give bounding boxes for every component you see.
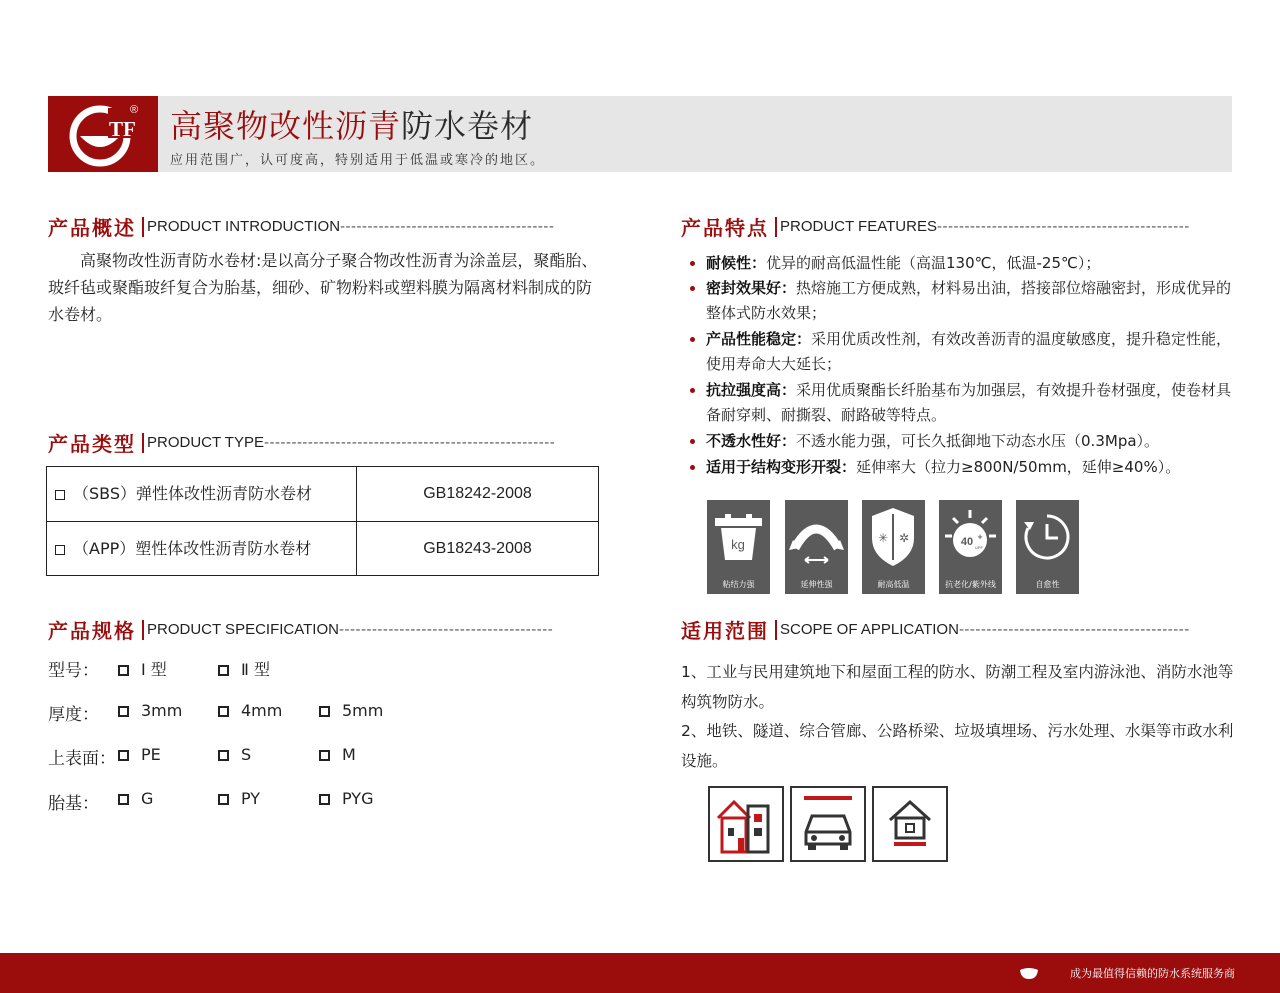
type-standard-cell: GB18242-2008: [423, 485, 532, 502]
heading-divider: [142, 217, 144, 237]
svg-text:®: ®: [130, 104, 139, 116]
heading-en: PRODUCT SPECIFICATION: [147, 621, 339, 638]
feature-text: 不透水能力强，可长久抵御地下动态水压（0.3Mpa）。: [796, 432, 1160, 450]
heading-dash: -----------------------------------------------------: [263, 434, 556, 451]
svg-text:TF: TF: [109, 117, 136, 141]
clock-icon: [1016, 500, 1079, 594]
product-type-table: [46, 466, 599, 576]
option-label: 3mm: [141, 701, 183, 720]
checkbox[interactable]: [55, 545, 65, 555]
heading-cn: 产品规格: [48, 619, 136, 643]
heading-divider: [775, 620, 777, 640]
icon-label: 自愈性: [1035, 580, 1060, 589]
feature-text: 热熔施工方便成熟，材料易出油，搭接部位熔融密封，形成优异的整体式防水效果；: [706, 279, 1232, 322]
heading-cn: 产品特点: [681, 216, 769, 240]
checkbox[interactable]: [118, 794, 129, 805]
spec-option[interactable]: [118, 701, 182, 720]
application-item: 1、工业与民用建筑地下和屋面工程的防水、防潮工程及室内游泳池、消防水池等构筑物防水。: [681, 663, 1234, 711]
bullet-icon: [690, 465, 695, 470]
logo-emblem-icon: [48, 96, 158, 172]
feature-title: 耐候性：: [706, 254, 767, 272]
heading-dash: ------------------------------------------: [958, 621, 1190, 638]
heading-dash: ----------------------------------------------: [936, 218, 1190, 235]
checkbox[interactable]: [218, 750, 229, 761]
spec-label-surface: 上表面：: [48, 749, 116, 769]
heading-dash: ---------------------------------------: [340, 218, 555, 235]
type-standard-cell: GB18243-2008: [423, 540, 532, 557]
bullet-icon: [690, 337, 695, 342]
bullet-icon: [690, 439, 695, 444]
checkbox[interactable]: [118, 665, 129, 676]
feature-item: [690, 251, 1235, 276]
weight-icon: [707, 500, 770, 594]
feature-title: 抗拉强度高：: [706, 381, 797, 399]
heading-cn: 产品概述: [48, 216, 136, 240]
feature-item: [690, 429, 1235, 454]
checkbox[interactable]: [319, 794, 330, 805]
heading-divider: [142, 620, 144, 640]
page-subtitle: 应用范围广，认可度高，特别适用于低温或寒冷的地区。: [170, 153, 546, 168]
feature-item: [690, 378, 1235, 428]
feature-title: 适用于结构变形开裂：: [706, 458, 857, 476]
icon-label: 耐高低温: [877, 580, 910, 589]
heading-en: PRODUCT TYPE: [147, 434, 264, 451]
spec-label-model: 型号：: [48, 661, 99, 681]
logo: [48, 96, 158, 172]
feature-text: 采用优质改性剂，有效改善沥青的温度敏感度，提升稳定性能，使用寿命大大延长；: [706, 330, 1232, 373]
spec-option[interactable]: [319, 745, 356, 764]
introduction-text: 高聚物改性沥青防水卷材:是以高分子聚合物改性沥青为涂盖层，聚酯胎、玻纤毡或聚酯玻纤复合为胎基，细砂、矿物粉料或塑料膜为隔离材料制成的防水卷材。: [48, 251, 598, 324]
option-label: Ⅰ 型: [141, 660, 167, 679]
option-label: PE: [141, 745, 161, 764]
bullet-icon: [690, 261, 695, 266]
page-title: [170, 106, 533, 146]
bullet-icon: [690, 388, 695, 393]
svg-text:UPF: UPF: [975, 545, 983, 550]
heading-divider: [775, 217, 777, 237]
feature-text: 优异的耐高低温性能（高温130℃，低温-25℃）；: [766, 254, 1101, 272]
checkbox[interactable]: [218, 665, 229, 676]
feature-text: 采用优质聚酯长纤胎基布为加强层，有效提升卷材强度，使卷材具备耐穿刺、耐撕裂、耐路破等特点。: [706, 381, 1232, 424]
svg-text:✲: ✲: [898, 531, 910, 545]
icon-label: 抗老化/紫外线: [945, 580, 996, 589]
spec-option[interactable]: [218, 789, 260, 808]
feature-title: 产品性能稳定：: [706, 330, 812, 348]
spec-option[interactable]: [118, 657, 167, 680]
title-dark-part: 防水卷材: [401, 107, 534, 145]
spec-option[interactable]: [319, 701, 383, 720]
section-heading-specification: [48, 615, 553, 641]
spec-option[interactable]: [118, 745, 161, 764]
section-heading-type: [48, 428, 555, 454]
heading-en: PRODUCT FEATURES: [780, 218, 937, 235]
svg-text:+: +: [977, 533, 983, 541]
sun-uv-icon: [939, 500, 1002, 594]
spec-option[interactable]: [218, 657, 270, 680]
checkbox[interactable]: [218, 706, 229, 717]
feature-item: [690, 327, 1235, 377]
bullet-icon: [690, 286, 695, 291]
heading-divider: [142, 433, 144, 453]
temperature-shield-icon: [862, 500, 925, 594]
option-label: M: [342, 745, 356, 764]
option-label: PY: [241, 789, 261, 808]
svg-text:40: 40: [960, 536, 974, 548]
table-row: [47, 521, 598, 576]
svg-text:✳: ✳: [877, 531, 889, 545]
heading-en: PRODUCT INTRODUCTION: [147, 218, 341, 235]
table-row: [47, 467, 598, 521]
icon-label: 粘结力强: [722, 580, 755, 589]
option-label: 5mm: [342, 701, 384, 720]
footer-slogan: 成为最值得信赖的防水系统服务商: [1070, 967, 1235, 980]
spec-option[interactable]: [218, 701, 282, 720]
heading-cn: 适用范围: [681, 619, 769, 643]
car-garage-icon: [790, 786, 866, 862]
spec-label-thickness: 厚度：: [48, 705, 99, 725]
section-heading-features: [681, 212, 1190, 238]
heading-en: SCOPE OF APPLICATION: [780, 621, 959, 638]
type-name-cell: [47, 522, 357, 576]
icon-label: 延伸性强: [800, 580, 833, 589]
footer-logo-icon: [1019, 966, 1039, 980]
heading-cn: 产品类型: [48, 432, 136, 456]
type-name: （SBS）弹性体改性沥青防水卷材: [73, 484, 313, 503]
spec-option[interactable]: [118, 789, 153, 808]
house-icon: [872, 786, 948, 862]
stretch-icon: [785, 500, 848, 594]
feature-item: [690, 276, 1235, 326]
option-label: G: [141, 789, 154, 808]
checkbox[interactable]: [319, 750, 330, 761]
feature-text: 延伸率大（拉力≥800N/50mm，延伸≥40%）。: [856, 458, 1181, 476]
checkbox[interactable]: [118, 750, 129, 761]
feature-title: 不透水性好：: [706, 432, 797, 450]
checkbox[interactable]: [319, 706, 330, 717]
spec-option[interactable]: [319, 789, 373, 808]
option-label: Ⅱ 型: [241, 660, 270, 679]
spec-label-base: 胎基：: [48, 794, 99, 814]
checkbox[interactable]: [118, 706, 129, 717]
type-name-cell: [47, 467, 357, 521]
option-label: 4mm: [241, 701, 283, 720]
buildings-icon: [708, 786, 784, 862]
option-label: PYG: [342, 789, 374, 808]
feature-item: [690, 455, 1235, 480]
title-red-part: 高聚物改性沥青: [170, 107, 402, 145]
checkbox[interactable]: [218, 794, 229, 805]
spec-option[interactable]: [218, 745, 251, 764]
checkbox[interactable]: [55, 490, 65, 500]
svg-text:kg: kg: [731, 537, 745, 552]
option-label: S: [241, 745, 252, 764]
section-heading-introduction: [48, 212, 554, 238]
feature-title: 密封效果好：: [706, 279, 797, 297]
type-name: （APP）塑性体改性沥青防水卷材: [73, 539, 312, 558]
application-item: 2、地铁、隧道、综合管廊、公路桥梁、垃圾填埋场、污水处理、水渠等市政水利设施。: [681, 722, 1234, 770]
heading-dash: ---------------------------------------: [338, 621, 554, 638]
section-heading-application: [681, 615, 1190, 641]
